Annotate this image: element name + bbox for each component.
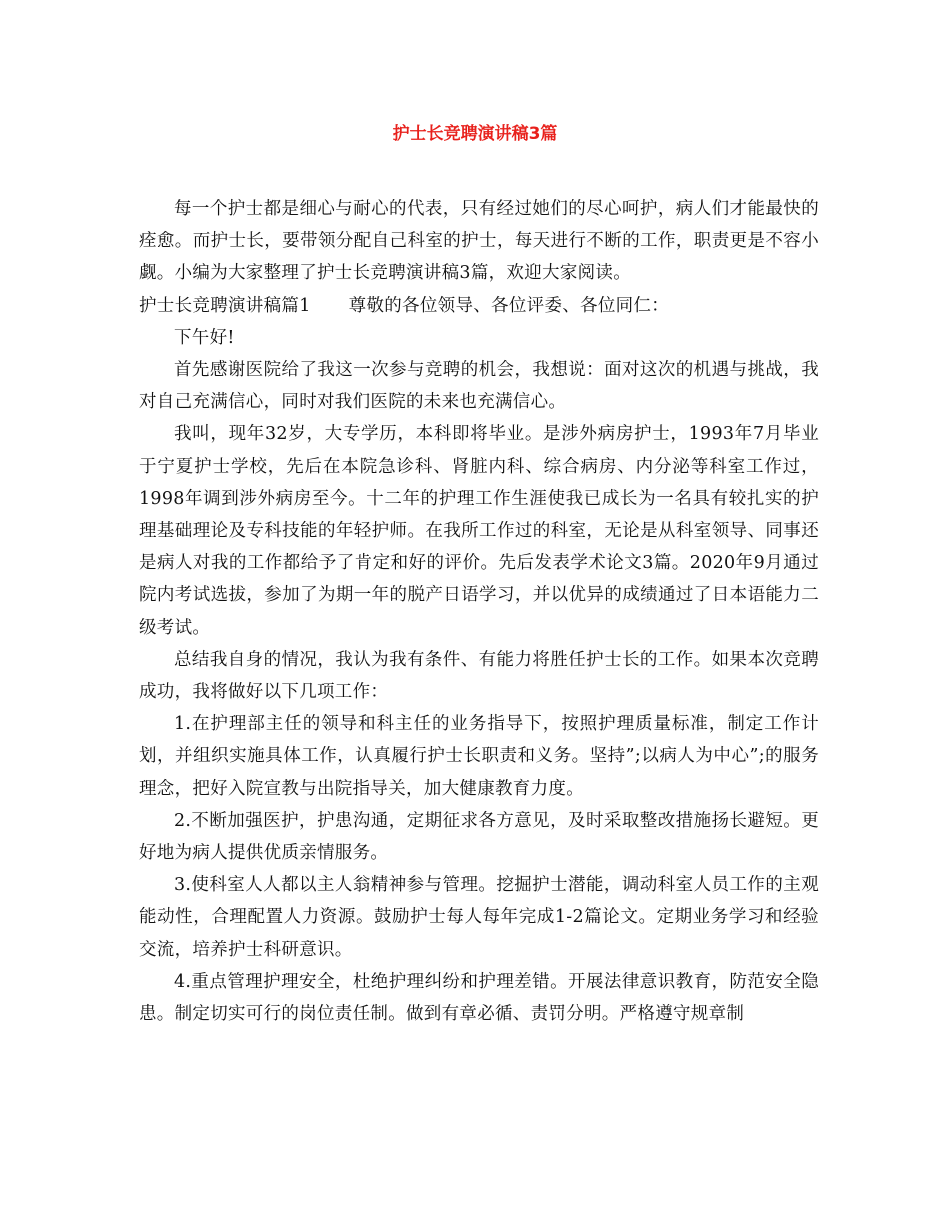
section-heading-line bbox=[139, 290, 819, 322]
document-body bbox=[139, 193, 819, 1030]
list-item: 3.使科室人人都以主人翁精神参与管理。挖掘护士潜能，调动科室人员工作的主观能动性，合理配置人力资源。鼓励护士每人每年完成1-2篇论文。定期业务学习和经验交流，培养护士科研意识。 bbox=[139, 875, 819, 960]
list-item: 2.不断加强医护，护患沟通，定期征求各方意见，及时采取整改措施扬长避短。更好地为病人提供优质亲情服务。 bbox=[139, 810, 819, 864]
body-paragraph: 我叫，现年32岁，大专学历，本科即将毕业。是涉外病房护士，1993年7月毕业于宁夏护士学校，先后在本院急诊科、肾脏内科、综合病房、内分泌等科室工作过，1998年调到涉外病房至今。十二年的护理工作生涯使我已成长为一名具有较扎实的护理基础理论及专科技能的年轻护师。在我所工作过的科室，无论是从科室领导、同事还是病人对我的工作都给予了肯定和好的评价。先后发表学术论文3篇。2020年9月通过院内考试选拔，参加了为期一年的脱产日语学习，并以优异的成绩通过了日本语能力二级考试。 bbox=[139, 424, 819, 638]
list-item: 4.重点管理护理安全，杜绝护理纠纷和护理差错。开展法律意识教育，防范安全隐患。制定切实可行的岗位责任制。做到有章必循、责罚分明。严格遵守规章制 bbox=[139, 971, 819, 1025]
salutation: 尊敬的各位领导、各位评委、各位同仁： bbox=[348, 295, 670, 316]
section-heading: 护士长竞聘演讲稿篇1 bbox=[139, 295, 311, 316]
body-paragraph: 首先感谢医院给了我这一次参与竞聘的机会，我想说：面对这次的机遇与挑战，我对自己充满信心，同时对我们医院的未来也充满信心。 bbox=[139, 360, 819, 413]
document-title: 护士长竞聘演讲稿3篇 bbox=[392, 124, 558, 144]
body-paragraph: 总结我自身的情况，我认为我有条件、有能力将胜任护士长的工作。如果本次竞聘成功，我将做好以下几项工作： bbox=[139, 649, 819, 703]
intro-paragraph: 每一个护士都是细心与耐心的代表，只有经过她们的尽心呵护，病人们才能最快的痊愈。而护士长，要带领分配自己科室的护士，每天进行不断的工作，职责更是不容小觑。小编为大家整理了护士长竞聘演讲稿3篇，欢迎大家阅读。 bbox=[139, 199, 819, 284]
list-item: 1.在护理部主任的领导和科主任的业务指导下，按照护理质量标准，制定工作计划，并组织实施具体工作，认真履行护士长职责和义务。坚持”;以病人为中心”;的服务理念，把好入院宣教与出院指导关，加大健康教育力度。 bbox=[139, 714, 819, 799]
greeting: 下午好! bbox=[174, 327, 235, 348]
